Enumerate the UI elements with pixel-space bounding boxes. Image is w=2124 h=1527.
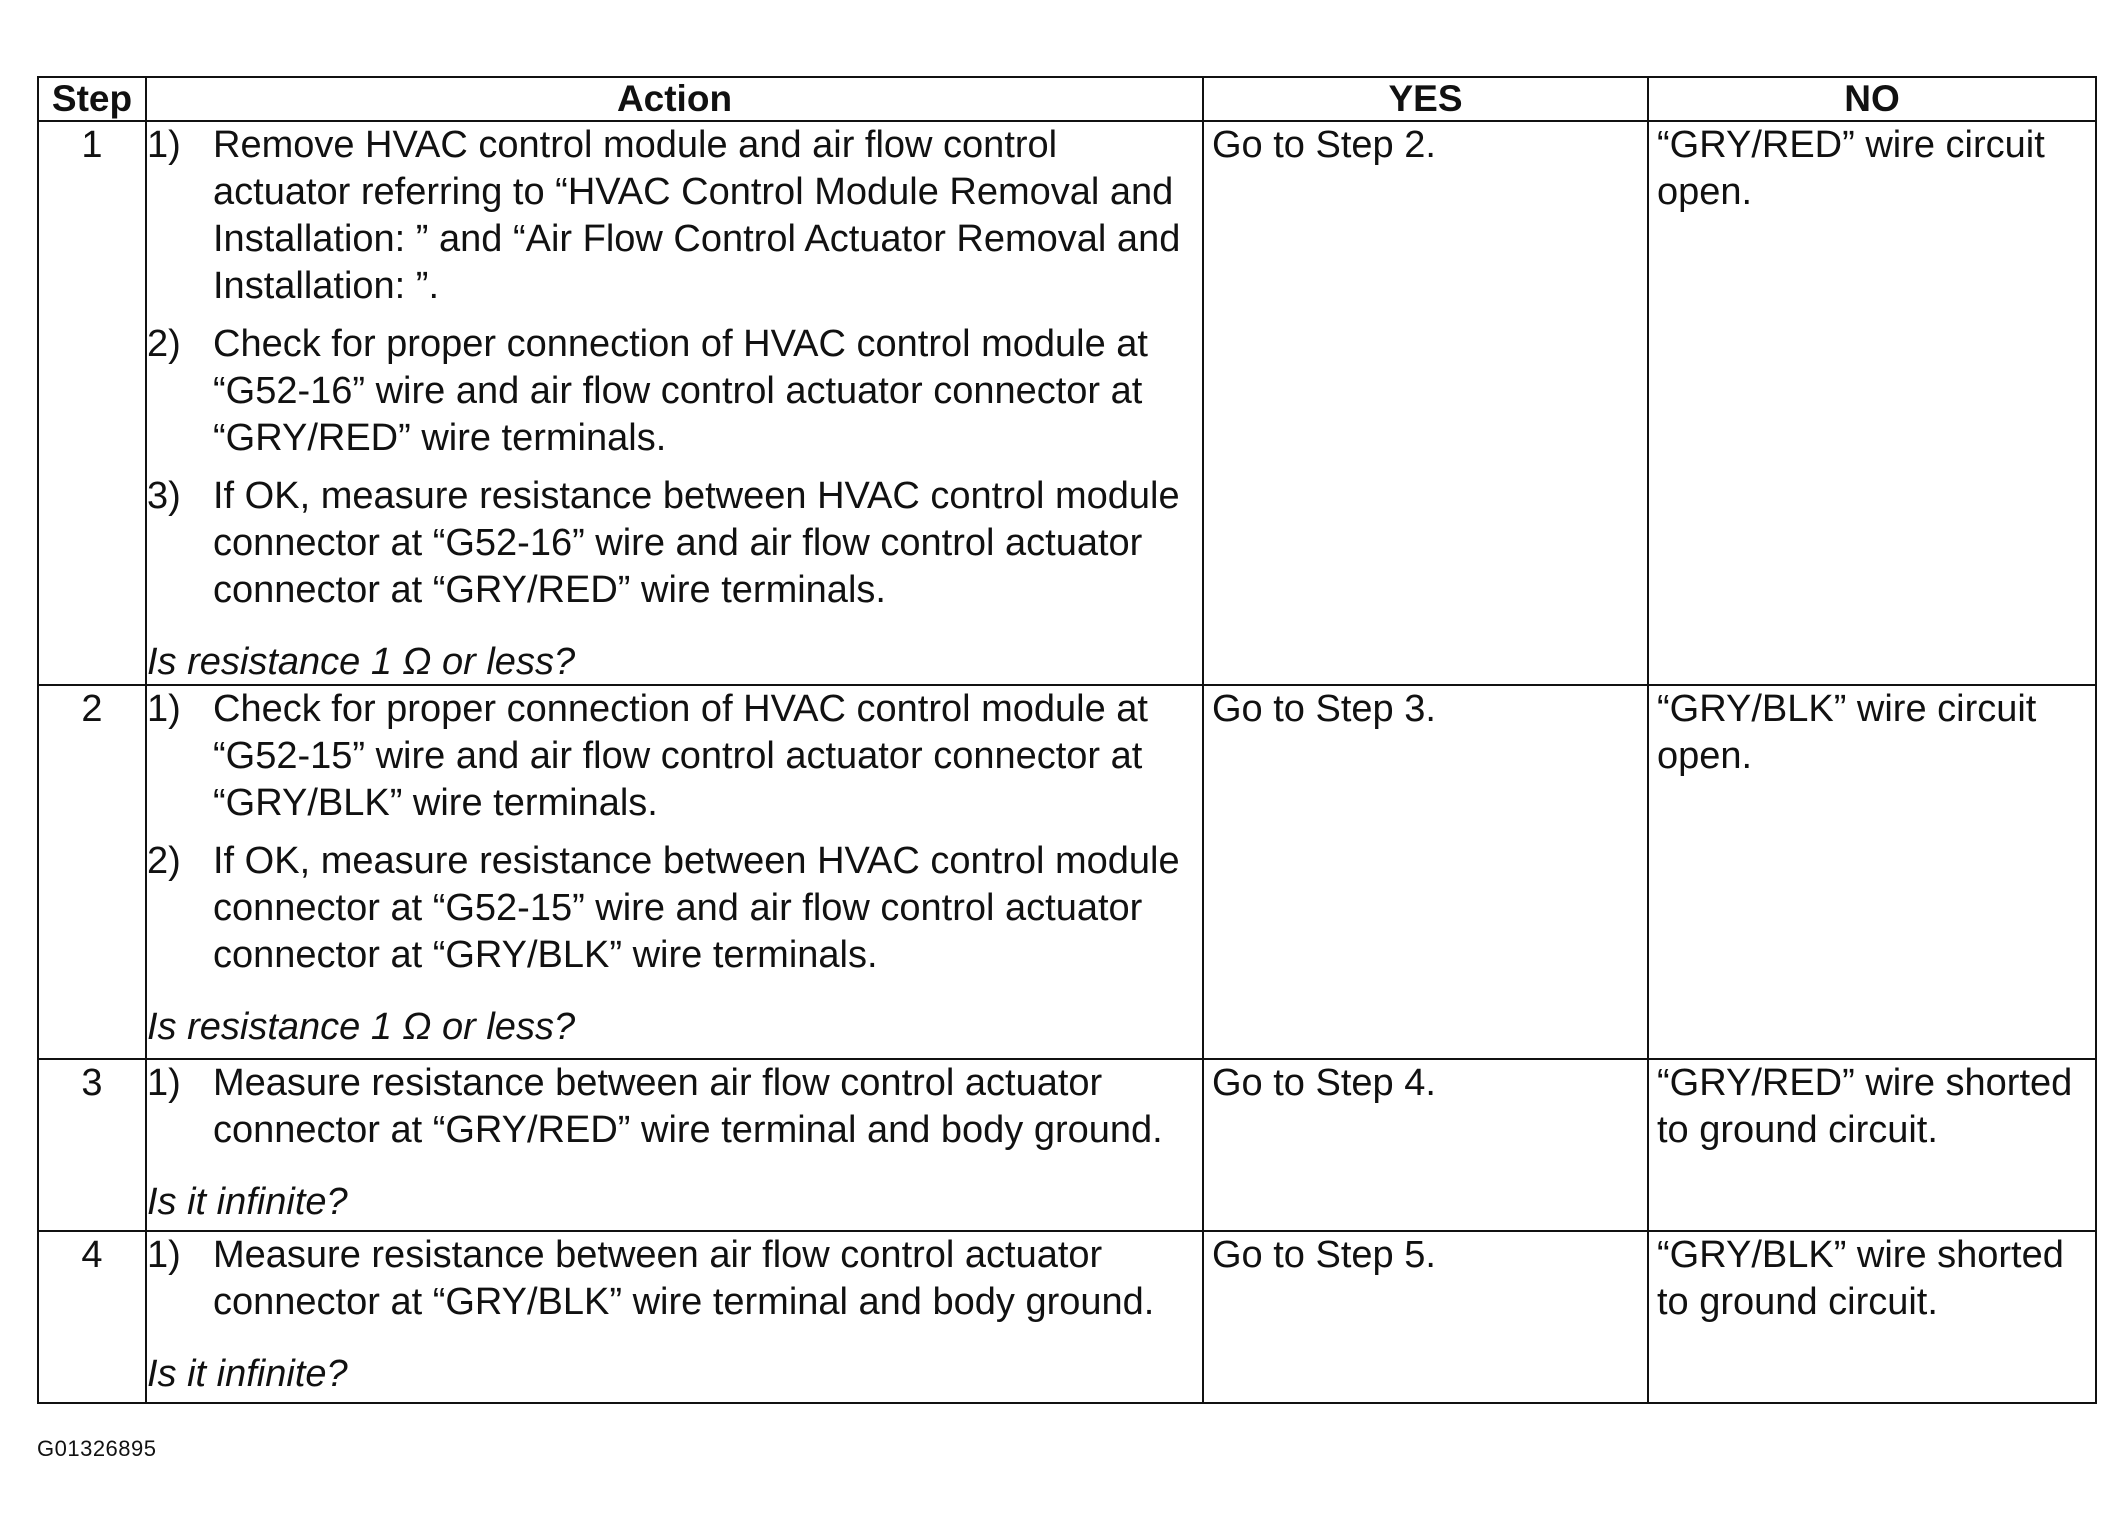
diagnostic-table	[37, 76, 2097, 1404]
action-cell	[146, 1231, 1203, 1403]
yes-result: Go to Step 2.	[1203, 121, 1648, 685]
header-step: Step	[38, 77, 146, 121]
table-body	[38, 121, 2096, 1403]
action-item-number: 1)	[147, 1234, 181, 1276]
yes-result: Go to Step 3.	[1203, 685, 1648, 1059]
check-question: Is resistance 1 Ω or less?	[147, 641, 576, 683]
yes-result: Go to Step 4.	[1203, 1059, 1648, 1231]
step-number: 1	[38, 121, 146, 685]
table-row	[38, 685, 2096, 1059]
action-item	[147, 1060, 1202, 1154]
action-item-number: 2)	[147, 840, 181, 882]
action-item-text: If OK, measure resistance between HVAC control module connector at “G52-16” wire and air flow control actuator connector at “GRY/RED” wire terminals.	[213, 475, 1180, 611]
header-action: Action	[146, 77, 1203, 121]
no-result: “GRY/RED” wire circuit open.	[1648, 121, 2096, 685]
action-item	[147, 1232, 1202, 1326]
step-number: 2	[38, 685, 146, 1059]
action-item	[147, 838, 1202, 979]
action-item-number: 1)	[147, 1062, 181, 1104]
action-item-text: If OK, measure resistance between HVAC control module connector at “G52-15” wire and air flow control actuator connector at “GRY/BLK” wire terminals.	[213, 840, 1180, 976]
figure-code: G01326895	[37, 1436, 157, 1461]
step-number: 4	[38, 1231, 146, 1403]
table-row	[38, 1231, 2096, 1403]
no-result: “GRY/BLK” wire circuit open.	[1648, 685, 2096, 1059]
action-item-number: 2)	[147, 323, 181, 365]
header-yes: YES	[1203, 77, 1648, 121]
action-item-text: Remove HVAC control module and air flow control actuator referring to “HVAC Control Module Removal and Installation: ” and “Air Flow Control Actuator Removal and Installation: ”.	[213, 124, 1181, 307]
no-result: “GRY/BLK” wire shorted to ground circuit.	[1648, 1231, 2096, 1403]
action-item	[147, 686, 1202, 827]
check-question: Is it infinite?	[147, 1353, 348, 1395]
no-result: “GRY/RED” wire shorted to ground circuit.	[1648, 1059, 2096, 1231]
action-item-text: Check for proper connection of HVAC control module at “G52-16” wire and air flow control actuator connector at “GRY/RED” wire terminals.	[213, 323, 1148, 459]
header-no: NO	[1648, 77, 2096, 121]
action-cell	[146, 1059, 1203, 1231]
check-question: Is resistance 1 Ω or less?	[147, 1006, 576, 1048]
check-question: Is it infinite?	[147, 1181, 348, 1223]
table-header-row	[38, 77, 2096, 121]
action-item	[147, 122, 1202, 310]
action-item	[147, 321, 1202, 462]
step-number: 3	[38, 1059, 146, 1231]
action-cell	[146, 121, 1203, 685]
action-cell	[146, 685, 1203, 1059]
table-row	[38, 1059, 2096, 1231]
action-item	[147, 473, 1202, 614]
yes-result: Go to Step 5.	[1203, 1231, 1648, 1403]
action-item-number: 1)	[147, 688, 181, 730]
action-item-text: Measure resistance between air flow control actuator connector at “GRY/BLK” wire terminal and body ground.	[213, 1234, 1155, 1323]
action-item-text: Check for proper connection of HVAC control module at “G52-15” wire and air flow control actuator connector at “GRY/BLK” wire terminals.	[213, 688, 1148, 824]
table-row	[38, 121, 2096, 685]
action-item-number: 1)	[147, 124, 181, 166]
action-item-text: Measure resistance between air flow control actuator connector at “GRY/RED” wire terminal and body ground.	[213, 1062, 1163, 1151]
action-item-number: 3)	[147, 475, 181, 517]
